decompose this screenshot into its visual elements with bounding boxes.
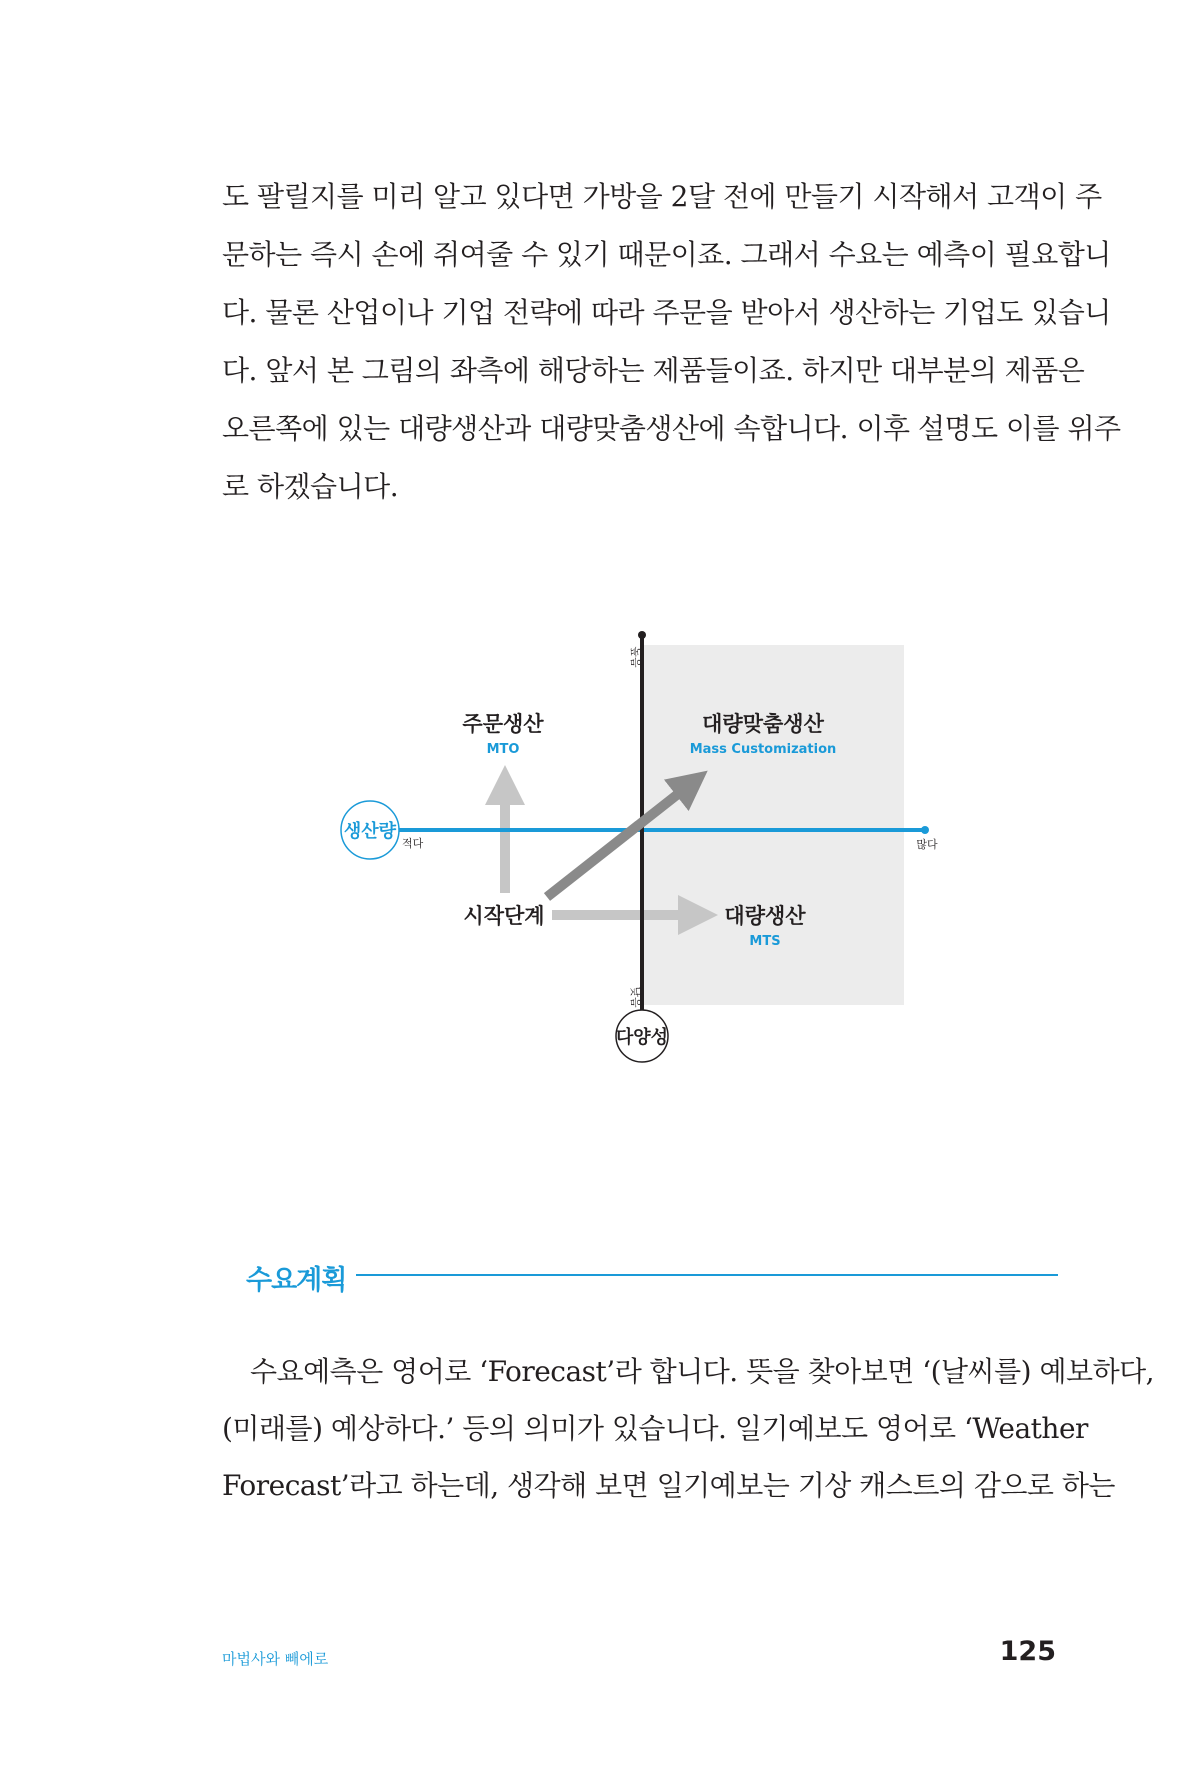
mto-title: 주문생산	[462, 712, 544, 736]
volume-axis-end-dot	[921, 826, 929, 834]
page-number: 125	[999, 1636, 1056, 1667]
footer-book-title: 마법사와 빼에로	[222, 1650, 329, 1668]
variety-label: 다양성	[615, 1027, 669, 1048]
paragraph-line: (미래를) 예상하다.’ 등의 의미가 있습니다. 일기예보도 영어로 ‘Weather	[222, 1412, 1088, 1445]
section-heading: 수요계획	[246, 1265, 347, 1296]
paragraph-line: 다. 물론 산업이나 기업 전략에 따라 주문을 받아서 생산하는 기업도 있습니	[222, 296, 1111, 329]
paragraph-line: 문하는 즉시 손에 쥐여줄 수 있기 때문이죠. 그래서 수요는 예측이 필요합니	[222, 238, 1111, 271]
variety-low-label: 낮음	[629, 986, 642, 1008]
paragraph-line: 도 팔릴지를 미리 알고 있다면 가방을 2달 전에 만들기 시작해서 고객이 주	[222, 180, 1102, 213]
start-stage-label: 시작단계	[463, 904, 545, 928]
mass-customization-subtitle: Mass Customization	[689, 742, 837, 757]
paragraph-line: Forecast’라고 하는데, 생각해 보면 일기예보는 기상 캐스트의 감으로 하는	[222, 1469, 1115, 1502]
mts-subtitle: MTS	[749, 934, 781, 949]
mass-customization-title: 대량맞춤생산	[702, 712, 824, 736]
paragraph-line: 오른쪽에 있는 대량생산과 대량맞춤생산에 속합니다. 이후 설명도 이를 위주	[222, 412, 1121, 445]
volume-high-label: 많다	[916, 838, 938, 851]
mto-subtitle: MTO	[486, 742, 520, 757]
production-strategy-diagram	[330, 625, 950, 1080]
paragraph-line: 로 하겠습니다.	[222, 470, 399, 503]
variety-high-label: 높음	[629, 646, 642, 668]
mts-title: 대량생산	[724, 904, 806, 928]
body-paragraph-1	[222, 168, 1121, 516]
paragraph-line: 다. 앞서 본 그림의 좌측에 해당하는 제품들이죠. 하지만 대부분의 제품은	[222, 354, 1085, 387]
variety-axis-end-dot	[638, 631, 646, 639]
volume-label: 생산량	[343, 821, 397, 842]
section-divider	[356, 1274, 1058, 1276]
paragraph-line: 수요예측은 영어로 ‘Forecast’라 합니다. 뜻을 찾아보면 ‘(날씨를) 예보하다,	[250, 1355, 1155, 1388]
body-paragraph-2	[222, 1343, 1155, 1514]
high-volume-region	[642, 645, 904, 1005]
volume-low-label: 적다	[402, 837, 424, 850]
